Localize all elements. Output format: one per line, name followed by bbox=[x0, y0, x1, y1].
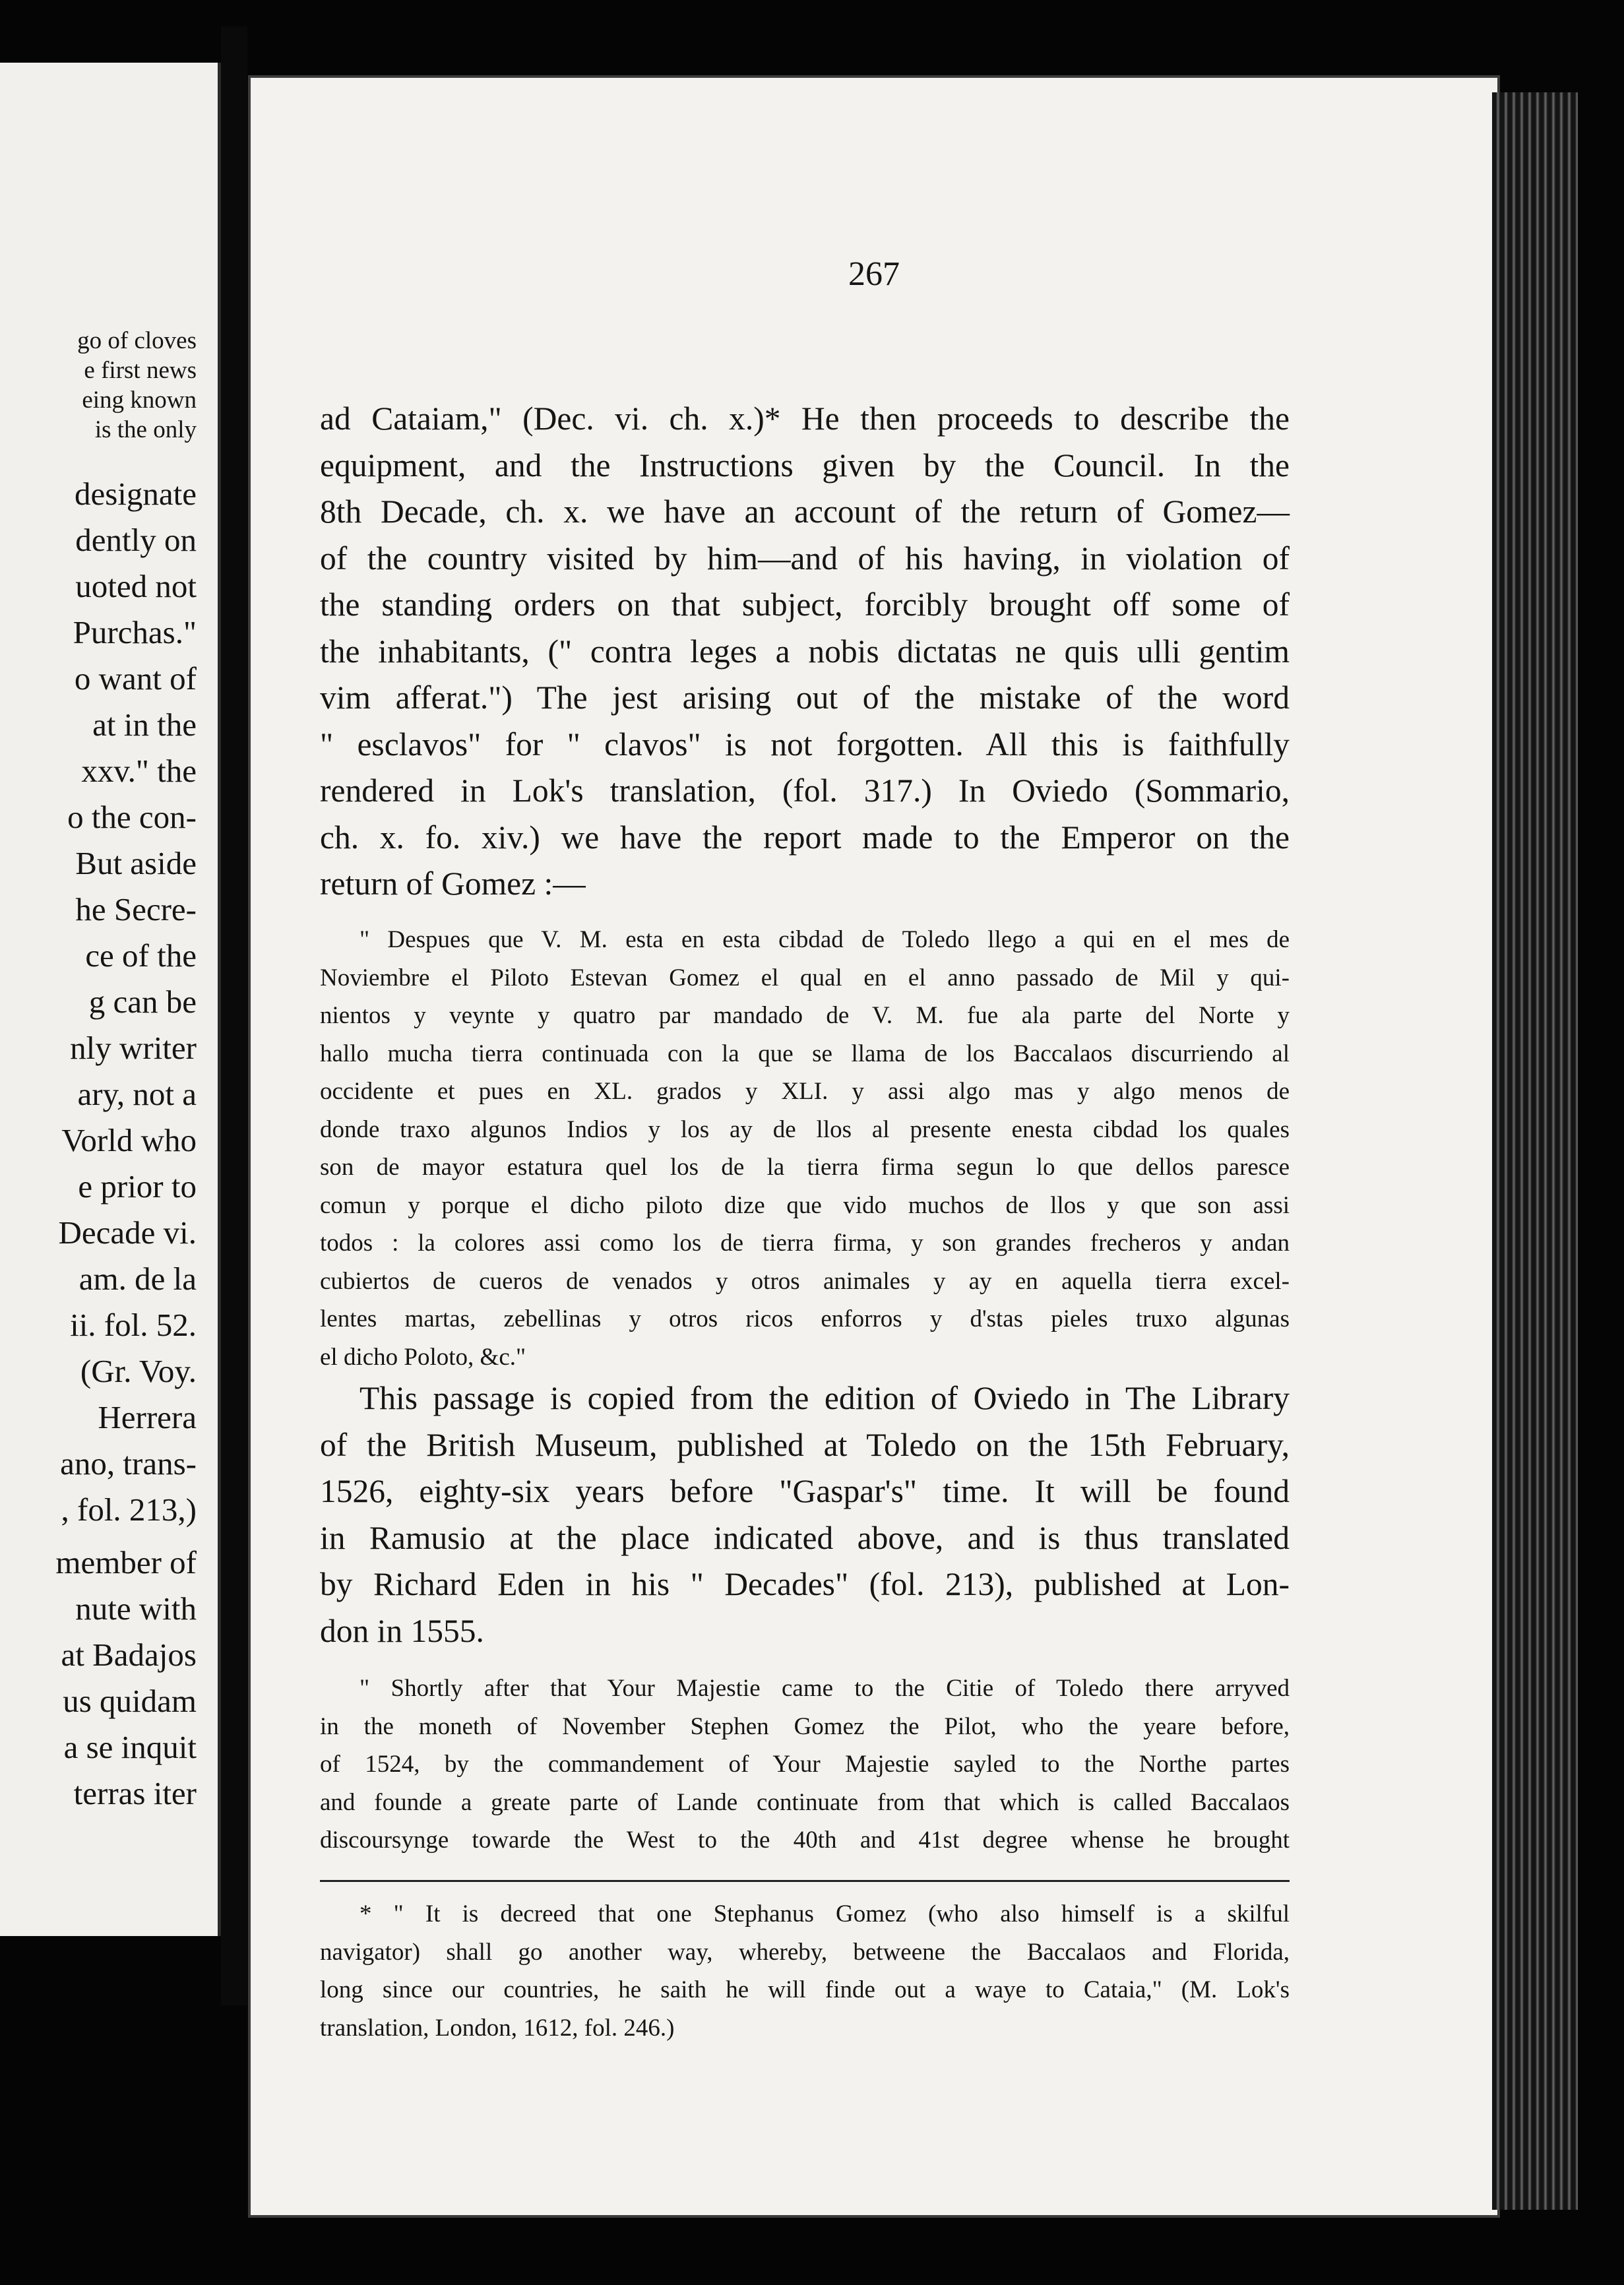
text-line: 8th Decade, ch. x. we have an account of the return of Gomez— bbox=[320, 493, 1290, 530]
main-paragraph-1 bbox=[320, 396, 1290, 908]
left-page-line: o want of bbox=[74, 660, 197, 697]
left-page-line: Herrera bbox=[98, 1399, 197, 1435]
quote-line: cubiertos de cueros de venados y otros animales y ay en aquella tierra excel- bbox=[320, 1267, 1290, 1295]
text-line: ch. x. fo. xiv.) we have the report made to the Emperor on the bbox=[320, 819, 1290, 856]
left-page-line: terras iter bbox=[73, 1775, 197, 1811]
book-gutter bbox=[221, 26, 247, 2005]
text-line: vim afferat.") The jest arising out of the mistake of the word bbox=[320, 679, 1290, 716]
text-line: in Ramusio at the place indicated above, and is thus translated bbox=[320, 1519, 1290, 1556]
page-number: 267 bbox=[848, 255, 900, 293]
text-line: 1526, eighty-six years before "Gaspar's" time. It will be found bbox=[320, 1473, 1290, 1509]
text-line: the inhabitants, (" contra leges a nobis dictatas ne quis ulli gentim bbox=[320, 633, 1290, 670]
text-line: the standing orders on that subject, forcibly brought off some of bbox=[320, 586, 1290, 623]
quote-line: discoursynge towarde the West to the 40th and 41st degree whense he brought bbox=[320, 1827, 1290, 1854]
left-page-line: e prior to bbox=[78, 1168, 197, 1205]
left-page-line: at in the bbox=[92, 706, 197, 743]
quote-line: hallo mucha tierra continuada con la que se llama de los Baccalaos discurriendo al bbox=[320, 1040, 1290, 1067]
text-line: of the British Museum, published at Toledo on the 15th February, bbox=[320, 1426, 1290, 1463]
left-page-line: nute with bbox=[75, 1590, 197, 1627]
left-page-line: at Badajos bbox=[61, 1637, 197, 1673]
left-page-line: ary, not a bbox=[77, 1076, 197, 1112]
left-page-line: go of cloves bbox=[77, 327, 197, 354]
quote-line: occidente et pues en XL. grados y XLI. y assi algo mas y algo menos de bbox=[320, 1078, 1290, 1105]
english-quotation bbox=[320, 1670, 1290, 1860]
left-page-line: But aside bbox=[75, 845, 197, 881]
book-page bbox=[251, 78, 1497, 2215]
quote-line: todos : la colores assi como los de tierra firma, y son grandes frecheros y andan bbox=[320, 1230, 1290, 1257]
left-page-line: e first news bbox=[84, 357, 197, 384]
left-page-line: , fol. 213,) bbox=[61, 1491, 197, 1528]
spanish-quotation bbox=[320, 921, 1290, 1376]
left-page-line: Vorld who bbox=[61, 1122, 197, 1158]
quote-line: Noviembre el Piloto Estevan Gomez el qual en el anno passado de Mil y qui- bbox=[320, 964, 1290, 991]
quote-line: of 1524, by the commandement of Your Majestie sayled to the Northe partes bbox=[320, 1751, 1290, 1778]
text-line: of the country visited by him—and of his having, in violation of bbox=[320, 540, 1290, 577]
text-line: don in 1555. bbox=[320, 1612, 484, 1649]
footnote-line: long since our countries, he saith he will finde out a waye to Cataia," (M. Lok's bbox=[320, 1976, 1290, 2003]
left-page-line: ano, trans- bbox=[60, 1445, 197, 1482]
left-page-line: nly writer bbox=[70, 1030, 197, 1066]
text-line: return of Gomez :— bbox=[320, 865, 586, 902]
quote-line: and founde a greate parte of Lande continuate from that which is called Baccalaos bbox=[320, 1788, 1290, 1816]
left-page-line: a se inquit bbox=[63, 1729, 197, 1765]
quote-line: " Shortly after that Your Majestie came to the Citie of Toledo there arryved bbox=[359, 1675, 1290, 1702]
text-line: This passage is copied from the edition of Oviedo in The Library bbox=[359, 1380, 1290, 1416]
left-page-line: is the only bbox=[94, 416, 197, 443]
left-page-line: member of bbox=[55, 1544, 197, 1581]
footnote-line: translation, London, 1612, fol. 246.) bbox=[320, 2014, 675, 2042]
footnote bbox=[320, 1895, 1290, 2047]
left-page-line: (Gr. Voy. bbox=[80, 1353, 197, 1389]
footnote-rule bbox=[320, 1880, 1290, 1882]
left-page-fragment bbox=[0, 63, 222, 1936]
text-line: rendered in Lok's translation, (fol. 317.) In Oviedo (Sommario, bbox=[320, 772, 1290, 809]
text-line: by Richard Eden in his " Decades" (fol. 213), published at Lon- bbox=[320, 1566, 1290, 1602]
left-page-line: ce of the bbox=[85, 937, 197, 974]
text-line: " esclavos" for " clavos" is not forgotten. All this is faithfully bbox=[320, 726, 1290, 763]
footnote-line: * " It is decreed that one Stephanus Gomez (who also himself is a skilful bbox=[359, 1900, 1290, 1927]
left-page-line: o the con- bbox=[67, 799, 197, 835]
left-page-line: dently on bbox=[75, 522, 197, 558]
quote-line: donde traxo algunos Indios y los ay de llos al presente enesta cibdad los quales bbox=[320, 1115, 1290, 1143]
left-page-line: Decade vi. bbox=[58, 1214, 197, 1251]
left-page-line: g can be bbox=[88, 984, 197, 1020]
main-paragraph-2 bbox=[320, 1375, 1290, 1654]
quote-line: in the moneth of November Stephen Gomez the Pilot, who the yeare before, bbox=[320, 1712, 1290, 1740]
left-page-line: am. de la bbox=[78, 1261, 197, 1297]
quote-line: son de mayor estatura quel los de la tierra firma segun lo que dellos paresce bbox=[320, 1154, 1290, 1181]
footnote-line: navigator) shall go another way, whereby, betweene the Baccalaos and Florida, bbox=[320, 1938, 1290, 1966]
text-line: ad Cataiam," (Dec. vi. ch. x.)* He then proceeds to describe the bbox=[320, 400, 1290, 437]
left-page-line: us quidam bbox=[63, 1683, 197, 1719]
quote-line: nientos y veynte y quatro par mandado de V. M. fue ala parte del Norte y bbox=[320, 1002, 1290, 1029]
quote-line: " Despues que V. M. esta en esta cibdad de Toledo llego a qui en el mes de bbox=[359, 926, 1290, 953]
quote-line: el dicho Poloto, &c." bbox=[320, 1343, 526, 1371]
left-page-line: xxv." the bbox=[81, 753, 197, 789]
left-page-line: uoted not bbox=[75, 568, 197, 604]
left-page-line: designate bbox=[74, 476, 197, 512]
text-line: equipment, and the Instructions given by the Council. In the bbox=[320, 447, 1290, 484]
quote-line: comun y porque el dicho piloto dize que vido muchos de llos y que son assi bbox=[320, 1191, 1290, 1219]
left-page-line: ii. fol. 52. bbox=[70, 1307, 197, 1343]
left-page-line: eing known bbox=[82, 387, 197, 414]
quote-line: lentes martas, zebellinas y otros ricos enforros y d'stas pieles truxo algunas bbox=[320, 1305, 1290, 1332]
left-page-line: Purchas." bbox=[73, 614, 197, 650]
left-page-line: he Secre- bbox=[75, 891, 197, 927]
page-edges bbox=[1492, 92, 1578, 2210]
